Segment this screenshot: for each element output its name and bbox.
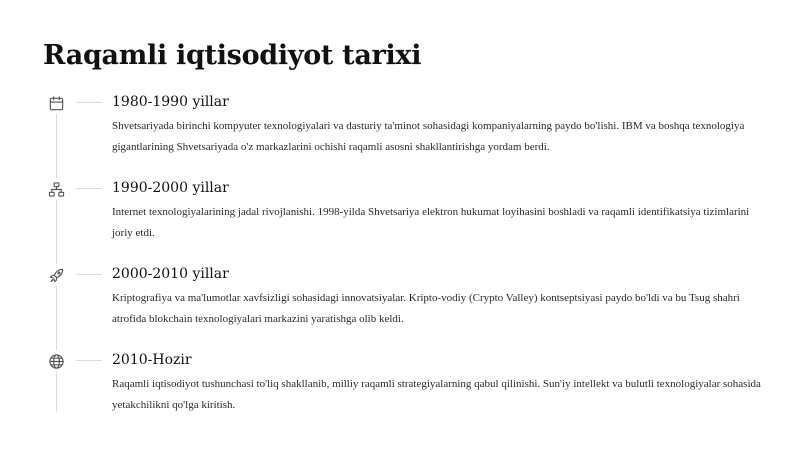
timeline-connector (76, 188, 102, 189)
timeline-item-1990 (0, 178, 800, 248)
timeline-connector (76, 274, 102, 275)
timeline-description: Raqamli iqtisodiyot tushunchasi to'liq shakllanib, milliy raqamli strategiyalarning qabul qilinishi. Sun'iy intellekt va bulutli texnologiyalar sohasida yetakchilikni qo'lga kiritish. (112, 378, 761, 411)
page-title: Raqamli iqtisodiyot tarixi (43, 40, 422, 71)
timeline-description: Internet texnologiyalarining jadal rivojlanishi. 1998-yilda Shvetsariya elektron hukumat loyihasini boshladi va raqamli identifikatsiya tizimlarini joriy etdi. (112, 206, 750, 239)
timeline-item-2010 (0, 350, 800, 420)
rocket-icon (45, 264, 67, 286)
timeline-period: 2000-2010 yillar (112, 266, 229, 282)
timeline-period: 2010-Hozir (112, 352, 192, 368)
timeline-period: 1990-2000 yillar (112, 180, 229, 196)
globe-icon (45, 350, 67, 372)
network-icon (45, 178, 67, 200)
timeline-item-2000 (0, 264, 800, 334)
timeline-item-1980 (0, 92, 800, 162)
timeline-description: Kriptografiya va ma'lumotlar xavfsizligi sohasidagi innovatsiyalar. Kripto-vodiy (Crypto Valley) kontseptsiyasi paydo bo'ldi va bu Tsug shahri atrofida blokchain texnologiyalari markazini yaratishga olib keldi. (112, 292, 740, 325)
timeline-connector (76, 360, 102, 361)
timeline-period: 1980-1990 yillar (112, 94, 229, 110)
calendar-icon (45, 92, 67, 114)
timeline-description: Shvetsariyada birinchi kompyuter texnologiyalari va dasturiy ta'minot sohasidagi kompaniyalarning paydo bo'lishi. IBM va boshqa texnologiya gigantlarining Shvetsariyada o'z markazlarini ochishi raqamli asosni shakllantirishga yordam berdi. (112, 120, 745, 153)
timeline-connector (76, 102, 102, 103)
